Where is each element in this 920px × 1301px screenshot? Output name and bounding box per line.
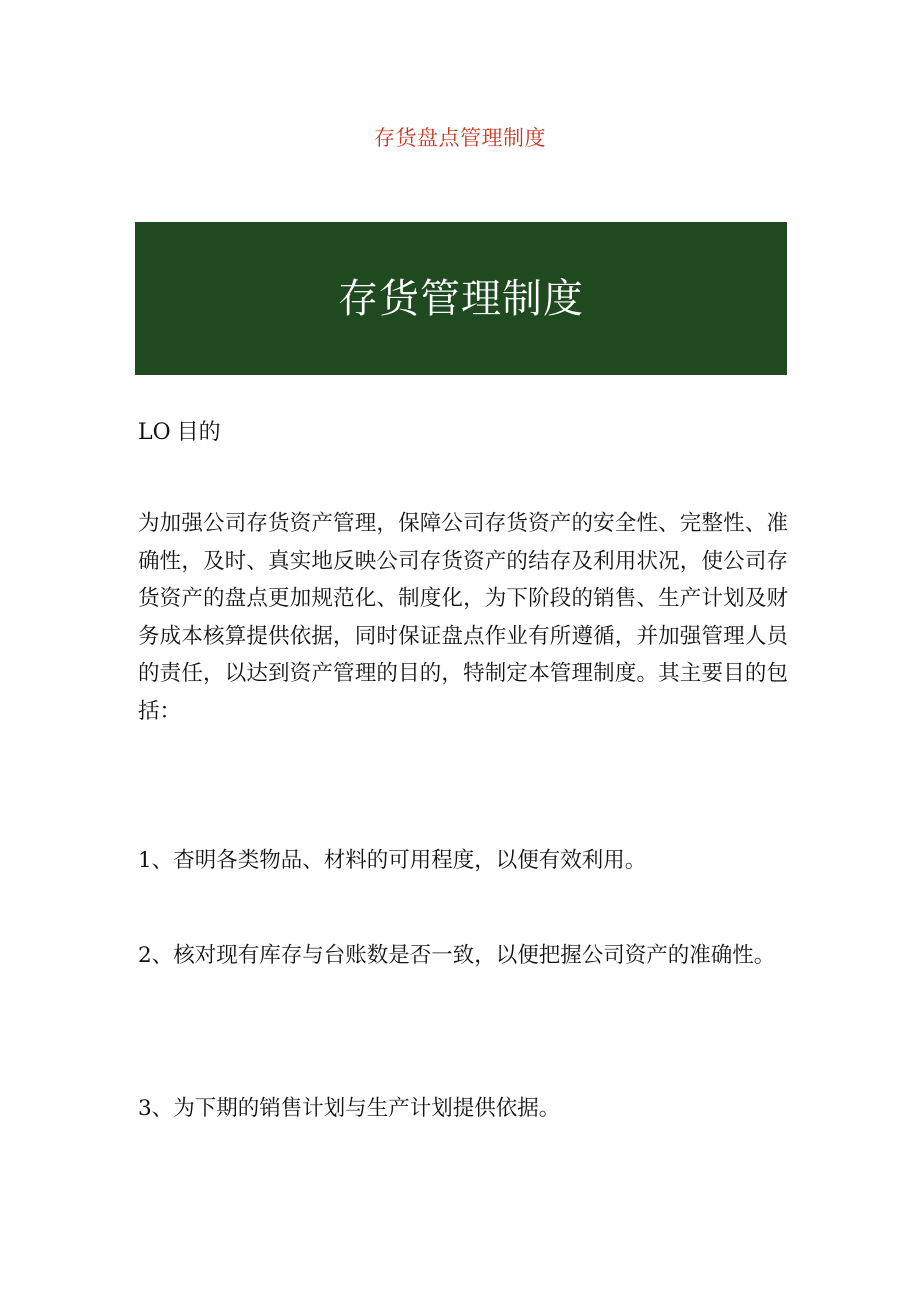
purpose-list-item-3 — [138, 1090, 793, 1128]
purpose-list-item-2 — [138, 937, 793, 975]
document-title: 存货盘点管理制度 — [374, 126, 546, 150]
list-item-text: 杳明各类物品、材料的可用程度，以便有效利用。 — [173, 848, 647, 873]
section-heading-purpose — [138, 416, 221, 450]
list-item-number: 3、 — [138, 1096, 174, 1121]
purpose-intro-paragraph: 为加强公司存货资产管理，保障公司存货资产的安全性、完整性、准确性，及时、真实地反映公司存货资产的结存及利用状况，使公司存货资产的盘点更加规范化、制度化，为下阶段的销售、生产计划及财务成本核算提供依据，同时保证盘点作业有所遵循，并加强管理人员的责任，以达到资产管理的目的，特制定本管理制度。其主要目的包括： — [138, 511, 788, 724]
list-item-text: 核对现有库存与台账数是否一致，以便把握公司资产的准确性。 — [173, 943, 776, 968]
list-item-number: 2、 — [138, 943, 174, 968]
banner-title: 存货管理制度 — [338, 275, 584, 322]
title-banner — [135, 222, 787, 375]
list-item-text: 为下期的销售计划与生产计划提供依据。 — [173, 1096, 561, 1121]
section-heading-text: 目的 — [176, 420, 221, 445]
section-number: LO — [138, 420, 171, 445]
list-item-number: 1、 — [138, 848, 174, 873]
purpose-list-item-1 — [138, 842, 793, 880]
